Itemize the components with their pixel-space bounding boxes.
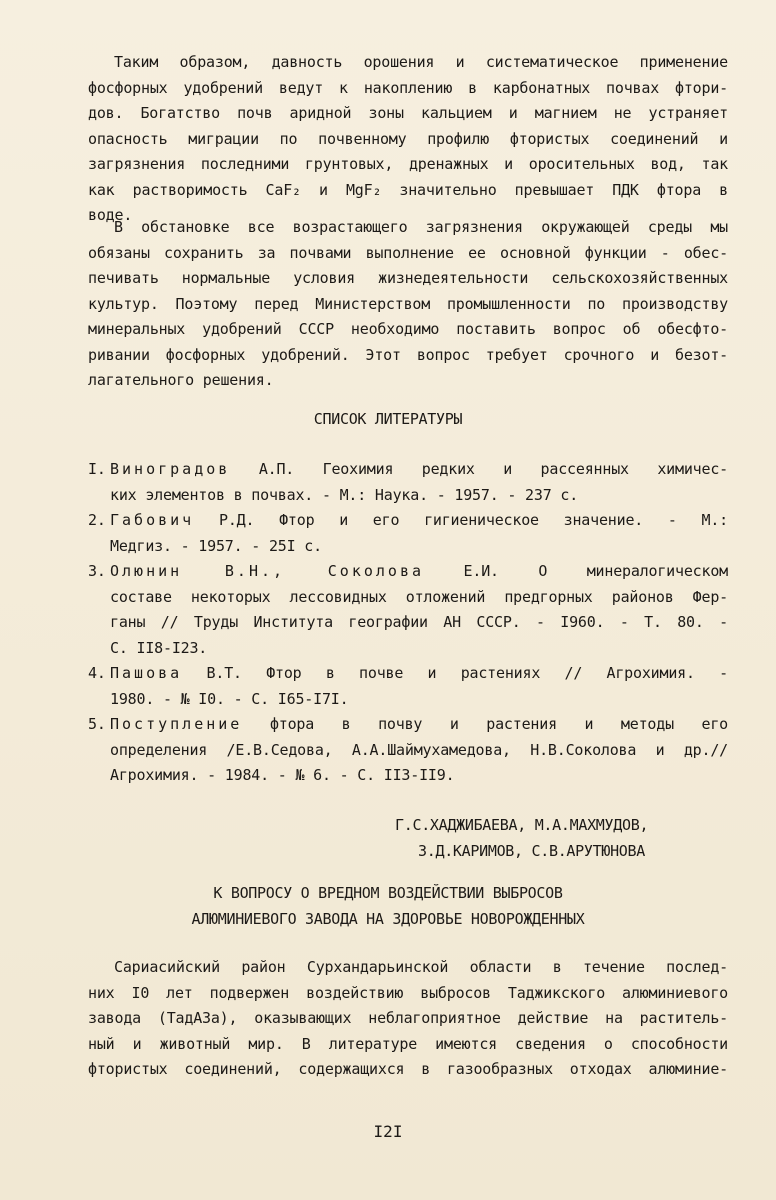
reference-text: В.Т. Фтор в почве и растениях // Агрохимия. - xyxy=(206,664,728,682)
text-line: печивать нормальные условия жизнедеятельности сельскохозяйственных xyxy=(88,269,728,287)
reference-text: ких элементов в почвах. - М.: Наука. - 1957. - 237 с. xyxy=(110,485,579,504)
reference-author: Олюнин В.Н., Соколова xyxy=(110,562,425,580)
reference-item-2 xyxy=(88,508,728,534)
reference-author: Виноградов xyxy=(110,460,231,478)
text-line: фосфорных удобрений ведут к накоплению в карбонатных почвах фтори- xyxy=(88,78,728,97)
paragraph-recommendation xyxy=(88,215,728,394)
text-line: Сариасийский район Сурхандарьинской области в течение послед- xyxy=(114,958,728,976)
reference-item-5 xyxy=(88,712,728,738)
article-title-line-1: К ВОПРОСУ О ВРЕДНОМ ВОЗДЕЙСТВИИ ВЫБРОСОВ xyxy=(213,884,563,902)
reference-author: Поступление xyxy=(110,715,243,733)
reference-author: Пашова xyxy=(110,664,183,682)
text-line: ривании фосфорных удобрений. Этот вопрос требует срочного и безот- xyxy=(88,345,728,364)
reference-text: Агрохимия. - 1984. - № 6. - С. II3-II9. xyxy=(110,766,455,784)
text-line: В обстановке все возрастающего загрязнения окружающей среды мы xyxy=(114,218,728,236)
page-number: I2I xyxy=(373,1122,403,1141)
text-line: обязаны сохранить за почвами выполнение ее основной функции - обес- xyxy=(88,243,728,262)
text-line: минеральных удобрений СССР необходимо поставить вопрос об обесфто- xyxy=(88,320,728,338)
reference-number: 4. xyxy=(88,664,106,682)
text-line: опасность миграции по почвенному профилю фтористых соединений и xyxy=(88,129,728,148)
references-heading: СПИСОК ЛИТЕРАТУРЫ xyxy=(313,410,463,428)
article-title-line-2: АЛЮМИНИЕВОГО ЗАВОДА НА ЗДОРОВЬЕ НОВОРОЖДЕННЫХ xyxy=(191,910,585,928)
reference-item-4 xyxy=(88,661,728,687)
text-line: Таким образом, давность орошения и систематическое применение xyxy=(114,53,728,71)
text-line: культур. Поэтому перед Министерством промышленности по производству xyxy=(88,294,728,313)
reference-number: 5. xyxy=(88,715,106,733)
text-line: фтористых соединений, содержащихся в газообразных отходах алюминие- xyxy=(88,1060,728,1078)
article-body xyxy=(88,955,728,1083)
reference-author: Габович xyxy=(110,511,195,529)
references-list xyxy=(88,457,728,789)
reference-number: 2. xyxy=(88,511,106,529)
reference-text: Е.И. О минералогическом xyxy=(463,562,728,580)
text-line: завода (ТадАЗа), оказывающих неблагоприятное действие на раститель- xyxy=(88,1009,728,1027)
text-line: воде. xyxy=(88,206,133,224)
reference-number: I. xyxy=(88,460,106,478)
reference-text: ганы // Труды Института географии АН СССР. - I960. - Т. 80. - xyxy=(110,613,728,631)
reference-text: определения /Е.В.Седова, А.А.Шаймухамедова, Н.В.Соколова и др.// xyxy=(110,740,728,759)
reference-text: 1980. - № I0. - С. I65-I7I. xyxy=(110,689,349,708)
text-line: дов. Богатство почв аридной зоны кальцием и магнием не устраняет xyxy=(88,104,728,122)
reference-text: А.П. Геохимия редких и рассеянных химичес- xyxy=(258,460,728,478)
text-line: них I0 лет подвержен воздействию выбросов Таджикского алюминиевого xyxy=(88,983,728,1002)
reference-text: Р.Д. Фтор и его гигиеническое значение. - М.: xyxy=(219,511,728,529)
article-authors-line-1: Г.С.ХАДЖИБАЕВА, М.А.МАХМУДОВ, xyxy=(395,816,649,834)
text-line: как растворимость CaF₂ и MgF₂ значительно превышает ПДК фтора в xyxy=(88,180,728,199)
article-authors-line-2: З.Д.КАРИМОВ, С.В.АРУТЮНОВА xyxy=(418,842,646,860)
reference-text: фтора в почву и растения и методы его xyxy=(269,715,728,733)
reference-text: составе некоторых лессовидных отложений предгорных районов Фер- xyxy=(110,587,728,606)
text-line: лагательного решения. xyxy=(88,371,274,389)
reference-item-3 xyxy=(88,559,728,585)
reference-text: С. II8-I23. xyxy=(110,638,208,657)
reference-number: 3. xyxy=(88,562,106,580)
reference-text: Медгиз. - 1957. - 25I с. xyxy=(110,536,322,555)
text-line: загрязнения последними грунтовых, дренажных и оросительных вод, так xyxy=(88,155,728,173)
paragraph-conclusion xyxy=(88,50,728,229)
reference-item-1 xyxy=(88,457,728,483)
text-line: ный и животный мир. В литературе имеются сведения о способности xyxy=(88,1034,728,1053)
